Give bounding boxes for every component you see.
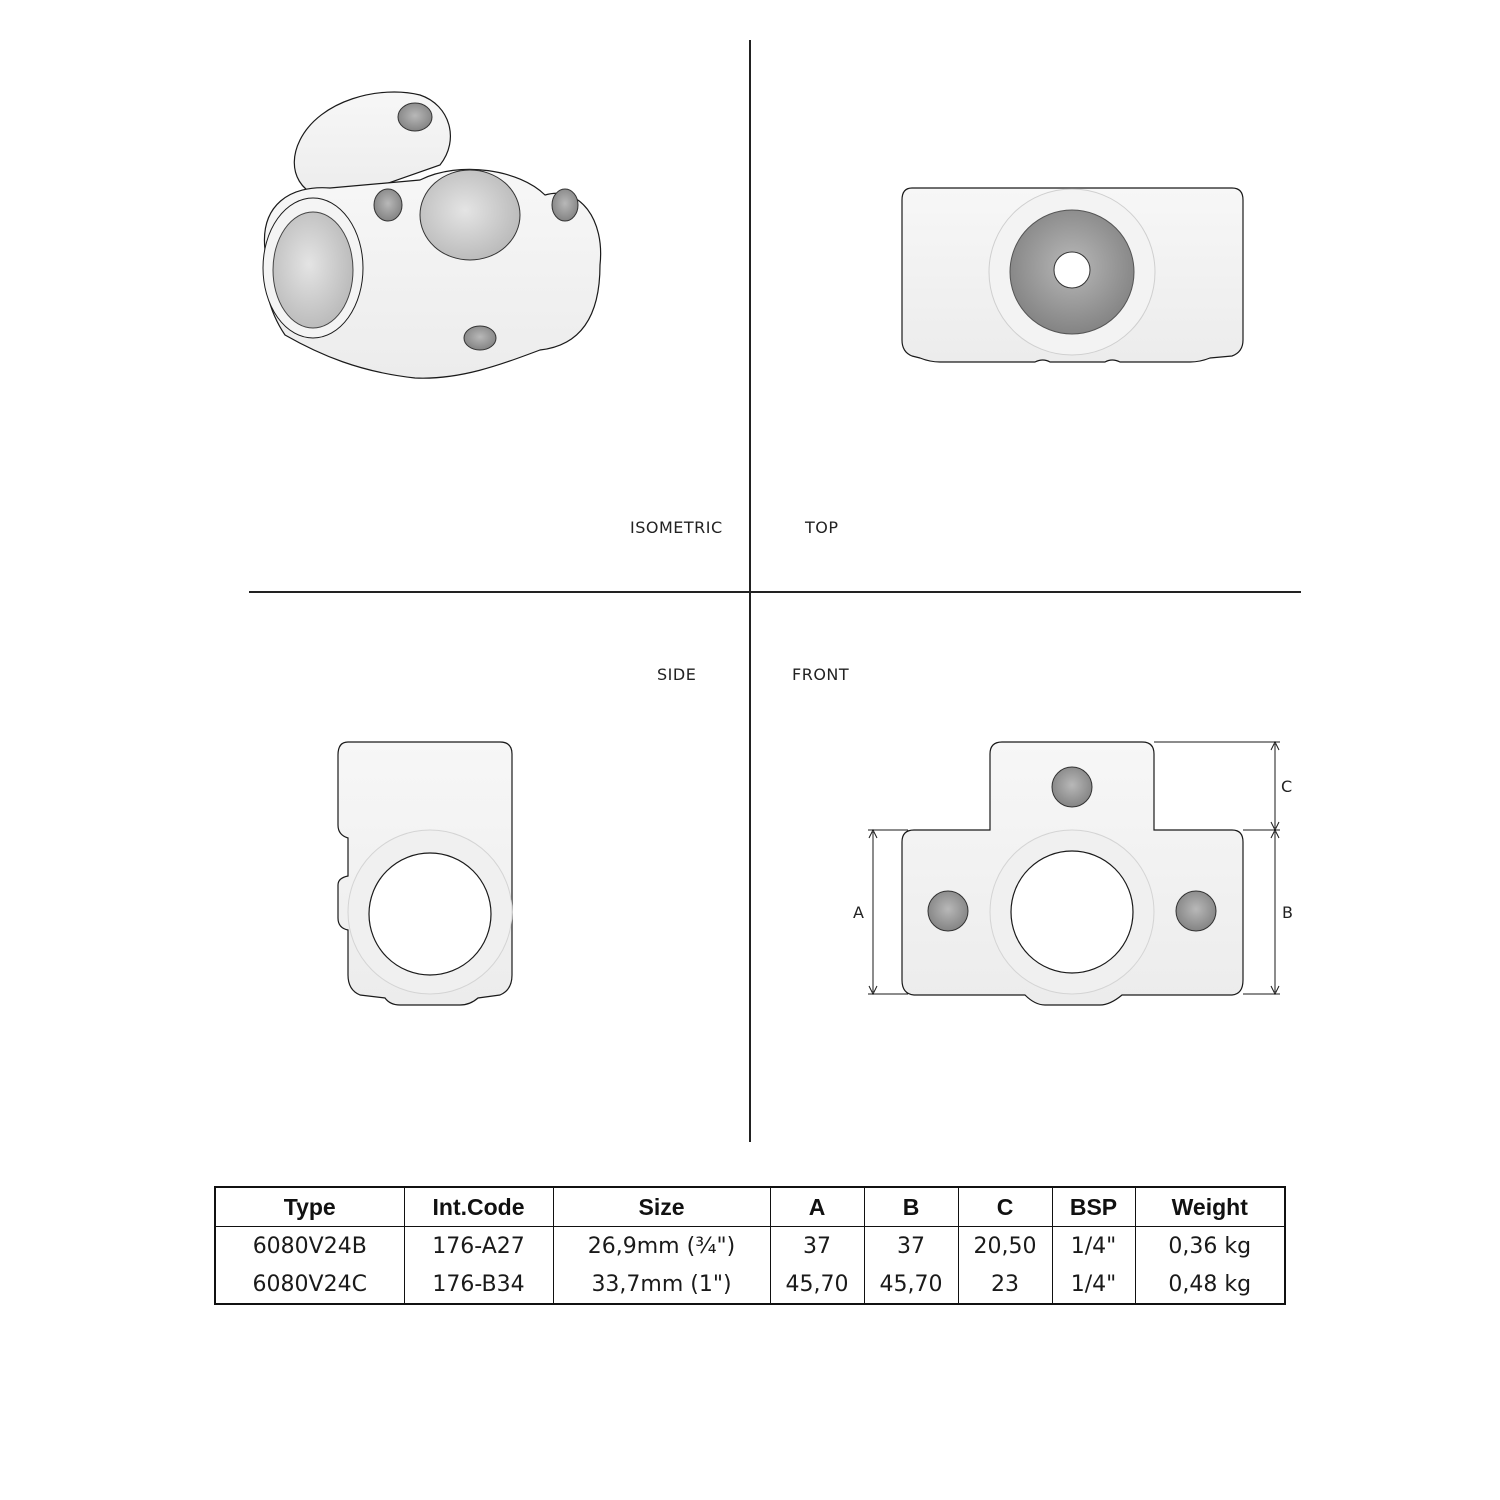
- cell-size: 33,7mm (1"): [553, 1265, 770, 1304]
- cell-bsp: 1/4": [1052, 1265, 1135, 1304]
- iso-main-bore: [273, 212, 353, 328]
- top-view: [902, 188, 1243, 362]
- cell-a: 45,70: [770, 1265, 864, 1304]
- iso-screw-hole-4: [464, 326, 496, 350]
- top-center-hole: [1054, 252, 1090, 288]
- isometric-view: [263, 92, 601, 378]
- cell-weight: 0,48 kg: [1135, 1265, 1285, 1304]
- isometric-label: ISOMETRIC: [630, 518, 723, 537]
- cell-type: 6080V24C: [252, 1271, 367, 1297]
- dimension-b: [1243, 830, 1280, 994]
- front-view: [853, 742, 1293, 1005]
- cell-weight: 0,36 kg: [1135, 1227, 1285, 1266]
- header-size: Size: [553, 1187, 770, 1227]
- side-label: SIDE: [657, 665, 697, 684]
- dimension-a-label: A: [853, 903, 864, 922]
- header-b: B: [864, 1187, 958, 1227]
- cell-int-code: 176-A27: [404, 1227, 553, 1266]
- front-screw-hole-top: [1052, 767, 1092, 807]
- header-int-code: Int.Code: [404, 1187, 553, 1227]
- side-bore: [369, 853, 491, 975]
- iso-top-bore: [420, 170, 520, 260]
- cell-a: 37: [770, 1227, 864, 1266]
- cell-type: 6080V24B: [252, 1233, 367, 1259]
- table-header-row: [215, 1187, 1285, 1227]
- cell-c: 20,50: [958, 1227, 1052, 1266]
- dimension-c: [1154, 742, 1280, 830]
- front-screw-hole-left: [928, 891, 968, 931]
- cell-bsp: 1/4": [1052, 1227, 1135, 1266]
- cell-b: 45,70: [864, 1265, 958, 1304]
- front-screw-hole-right: [1176, 891, 1216, 931]
- table-row: [215, 1227, 1285, 1266]
- header-c: C: [958, 1187, 1052, 1227]
- top-label: TOP: [805, 518, 839, 537]
- dimension-c-label: C: [1281, 777, 1293, 796]
- front-bore: [1011, 851, 1133, 973]
- iso-screw-hole-1: [398, 103, 432, 131]
- dimension-b-label: B: [1282, 903, 1293, 922]
- cell-int-code: 176-B34: [404, 1265, 553, 1304]
- cell-c: 23: [958, 1265, 1052, 1304]
- spec-table: [214, 1186, 1286, 1305]
- front-label: FRONT: [792, 665, 850, 684]
- iso-screw-hole-3: [552, 189, 578, 221]
- iso-screw-hole-2: [374, 189, 402, 221]
- cell-size: 26,9mm (¾"): [553, 1227, 770, 1266]
- header-weight: Weight: [1135, 1187, 1285, 1227]
- cell-b: 37: [864, 1227, 958, 1266]
- header-bsp: BSP: [1052, 1187, 1135, 1227]
- table-row: [215, 1265, 1285, 1304]
- header-type: Type: [215, 1187, 404, 1227]
- header-a: A: [770, 1187, 864, 1227]
- side-view: [338, 742, 512, 1005]
